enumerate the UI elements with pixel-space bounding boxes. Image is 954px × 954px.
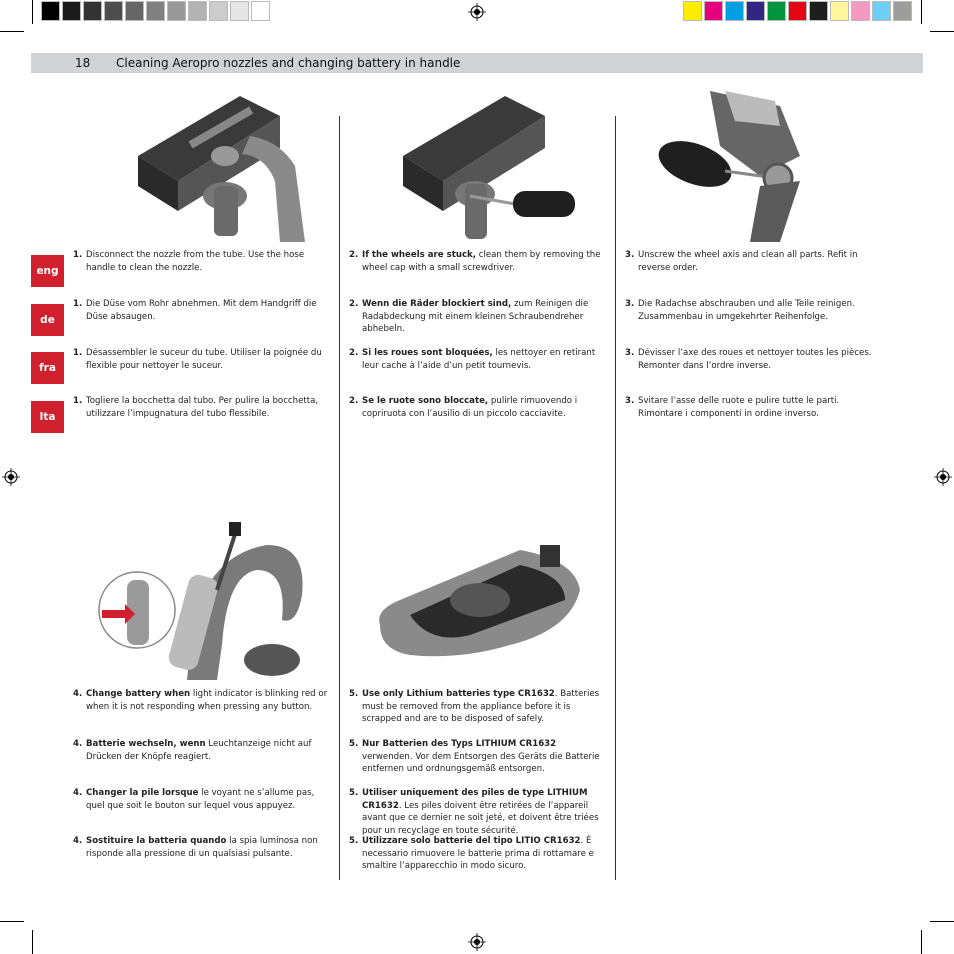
step-number: 1. bbox=[73, 299, 83, 309]
step-text: zum Reinigen die Radabdeckung mit einem kleinen Schraubendreher abhebeln. bbox=[362, 299, 589, 334]
step-text: les nettoyer en retirant leur cache à l’aide d’un petit tournevis. bbox=[362, 348, 596, 371]
gray-swatch bbox=[251, 1, 270, 21]
crop-mark bbox=[921, 0, 922, 24]
step-lead: Changer la pile lorsque bbox=[86, 788, 199, 798]
step-text: pulirle rimuovendo i copriruota con l’ausilio di un piccolo cacciavite. bbox=[362, 396, 578, 419]
step-number: 3. bbox=[625, 348, 635, 358]
process-color-swatch bbox=[809, 1, 828, 21]
gray-swatch bbox=[104, 1, 123, 21]
step-text: Leuchtanzeige nicht auf Drücken der Knöpfe reagiert. bbox=[86, 739, 312, 762]
step-number: 3. bbox=[625, 250, 635, 260]
column-divider bbox=[615, 116, 616, 880]
step-lead: Si les roues sont bloquées, bbox=[362, 348, 493, 358]
step-number: 2. bbox=[349, 299, 359, 309]
lang-tab-ita: Ita bbox=[31, 401, 64, 433]
step-number: 4. bbox=[73, 689, 83, 699]
page-number: 18 bbox=[75, 56, 91, 70]
step-number: 5. bbox=[349, 739, 359, 749]
lang-tab-eng: eng bbox=[31, 255, 64, 287]
step-text: Die Düse vom Rohr abnehmen. Mit dem Handgriff die Düse absaugen. bbox=[86, 299, 317, 322]
gray-swatch bbox=[188, 1, 207, 21]
step-text: clean them by removing the wheel cap with a small screwdriver. bbox=[362, 250, 601, 273]
step-text: . È necessario rimuovere le batterie prima di rottamare e smaltire l’apparecchio in modo sicuro. bbox=[362, 836, 594, 871]
section-title: Cleaning Aeropro nozzles and changing battery in handle bbox=[116, 56, 461, 70]
gray-swatch bbox=[83, 1, 102, 21]
registration-mark-icon bbox=[2, 468, 20, 486]
gray-swatch bbox=[125, 1, 144, 21]
step-text: Unscrew the wheel axis and clean all parts. Refit in reverse order. bbox=[638, 250, 858, 273]
step-number: 2. bbox=[349, 348, 359, 358]
process-color-swatch bbox=[746, 1, 765, 21]
crop-mark bbox=[32, 0, 33, 24]
step-lead: Sostituire la batteria quando bbox=[86, 836, 227, 846]
process-color-swatch bbox=[704, 1, 723, 21]
process-color-swatch bbox=[830, 1, 849, 21]
gray-swatch bbox=[230, 1, 249, 21]
step-text: le voyant ne s’allume pas, quel que soit le bouton sur lequel vous appuyez. bbox=[86, 788, 315, 811]
gray-swatch bbox=[62, 1, 81, 21]
process-color-swatch bbox=[788, 1, 807, 21]
registration-mark-icon bbox=[934, 468, 952, 486]
gray-swatch bbox=[209, 1, 228, 21]
crop-mark bbox=[32, 930, 33, 954]
step-text: verwenden. Vor dem Entsorgen des Geräts die Batterie entfernen und ordnungsgemäß entsorgen. bbox=[362, 751, 600, 774]
step-lead: Batterie wechseln, wenn bbox=[86, 739, 206, 749]
step-text: light indicator is blinking red or when it is not responding when pressing any button. bbox=[86, 689, 328, 712]
column-divider bbox=[339, 116, 340, 880]
step-text: Togliere la bocchetta dal tubo. Per pulire la bocchetta, utilizzare l’impugnatura del tubo flessibile. bbox=[86, 396, 319, 419]
step-text: Dévisser l’axe des roues et nettoyer toutes les pièces. Remonter dans l’ordre inverse. bbox=[638, 348, 872, 371]
step-number: 5. bbox=[349, 689, 359, 699]
step-text: . Batteries must be removed from the appliance before it is scrapped and are to be disposed of safely. bbox=[362, 689, 600, 724]
step-lead: Wenn die Räder blockiert sind, bbox=[362, 299, 512, 309]
gray-swatch bbox=[41, 1, 60, 21]
gray-swatch bbox=[167, 1, 186, 21]
wheel-cap-illustration bbox=[395, 86, 580, 242]
process-color-swatch bbox=[851, 1, 870, 21]
lang-tab-fra: fra bbox=[31, 352, 64, 384]
nozzle-illustration bbox=[130, 86, 315, 242]
process-color-swatch bbox=[683, 1, 702, 21]
step-text: Svitare l’asse delle ruote e pulire tutte le parti. Rimontare i componenti in ordine inverso. bbox=[638, 396, 840, 419]
crop-mark bbox=[921, 930, 922, 954]
crop-mark bbox=[0, 921, 24, 922]
gray-swatch bbox=[146, 1, 165, 21]
step-text: la spia luminosa non risponde alla pressione di un qualsiasi pulsante. bbox=[86, 836, 318, 859]
step-lead: Se le ruote sono bloccate, bbox=[362, 396, 489, 406]
process-color-swatch bbox=[767, 1, 786, 21]
step-number: 4. bbox=[73, 739, 83, 749]
crop-mark bbox=[930, 921, 954, 922]
step-lead: Nur Batterien des Typs LITHIUM CR1632 bbox=[362, 739, 557, 749]
step-lead: If the wheels are stuck, bbox=[362, 250, 477, 260]
step-text: Désassembler le suceur du tube. Utiliser la poignée du flexible pour nettoyer le suceur. bbox=[86, 348, 322, 371]
step-text: . Les piles doivent être retirées de l’appareil avant que ce dernier ne soit jeté, et doivent être triées pour un recyclage en toute sécurité. bbox=[362, 800, 599, 836]
step-number: 5. bbox=[349, 788, 359, 798]
lang-tab-de: de bbox=[31, 304, 64, 336]
process-color-swatch bbox=[893, 1, 912, 21]
handle-battery-illustration bbox=[97, 520, 312, 680]
step-number: 1. bbox=[73, 250, 83, 260]
step-number: 3. bbox=[625, 299, 635, 309]
battery-cover-illustration bbox=[370, 530, 585, 670]
step-lead: Change battery when bbox=[86, 689, 191, 699]
process-color-swatch bbox=[872, 1, 891, 21]
registration-mark-icon bbox=[468, 3, 486, 21]
step-number: 5. bbox=[349, 836, 359, 846]
step-lead: Utiliser uniquement des piles de type LITHIUM CR1632 bbox=[362, 788, 588, 811]
registration-mark-icon bbox=[468, 933, 486, 951]
step-lead: Utilizzare solo batterie del tipo LITIO CR1632 bbox=[362, 836, 581, 846]
crop-mark bbox=[0, 31, 24, 32]
section-header bbox=[31, 53, 923, 73]
step-number: 4. bbox=[73, 788, 83, 798]
step-text: Disconnect the nozzle from the tube. Use the hose handle to clean the nozzle. bbox=[86, 250, 305, 273]
process-color-swatch bbox=[725, 1, 744, 21]
step-number: 4. bbox=[73, 836, 83, 846]
step-number: 1. bbox=[73, 396, 83, 406]
step-number: 2. bbox=[349, 396, 359, 406]
step-lead: Use only Lithium batteries type CR1632 bbox=[362, 689, 555, 699]
step-number: 2. bbox=[349, 250, 359, 260]
step-text: Die Radachse abschrauben und alle Teile reinigen. Zusammenbau in umgekehrter Reihenfolge. bbox=[638, 299, 855, 322]
step-number: 3. bbox=[625, 396, 635, 406]
crop-mark bbox=[930, 31, 954, 32]
step-number: 1. bbox=[73, 348, 83, 358]
wheel-axis-illustration bbox=[650, 86, 815, 242]
